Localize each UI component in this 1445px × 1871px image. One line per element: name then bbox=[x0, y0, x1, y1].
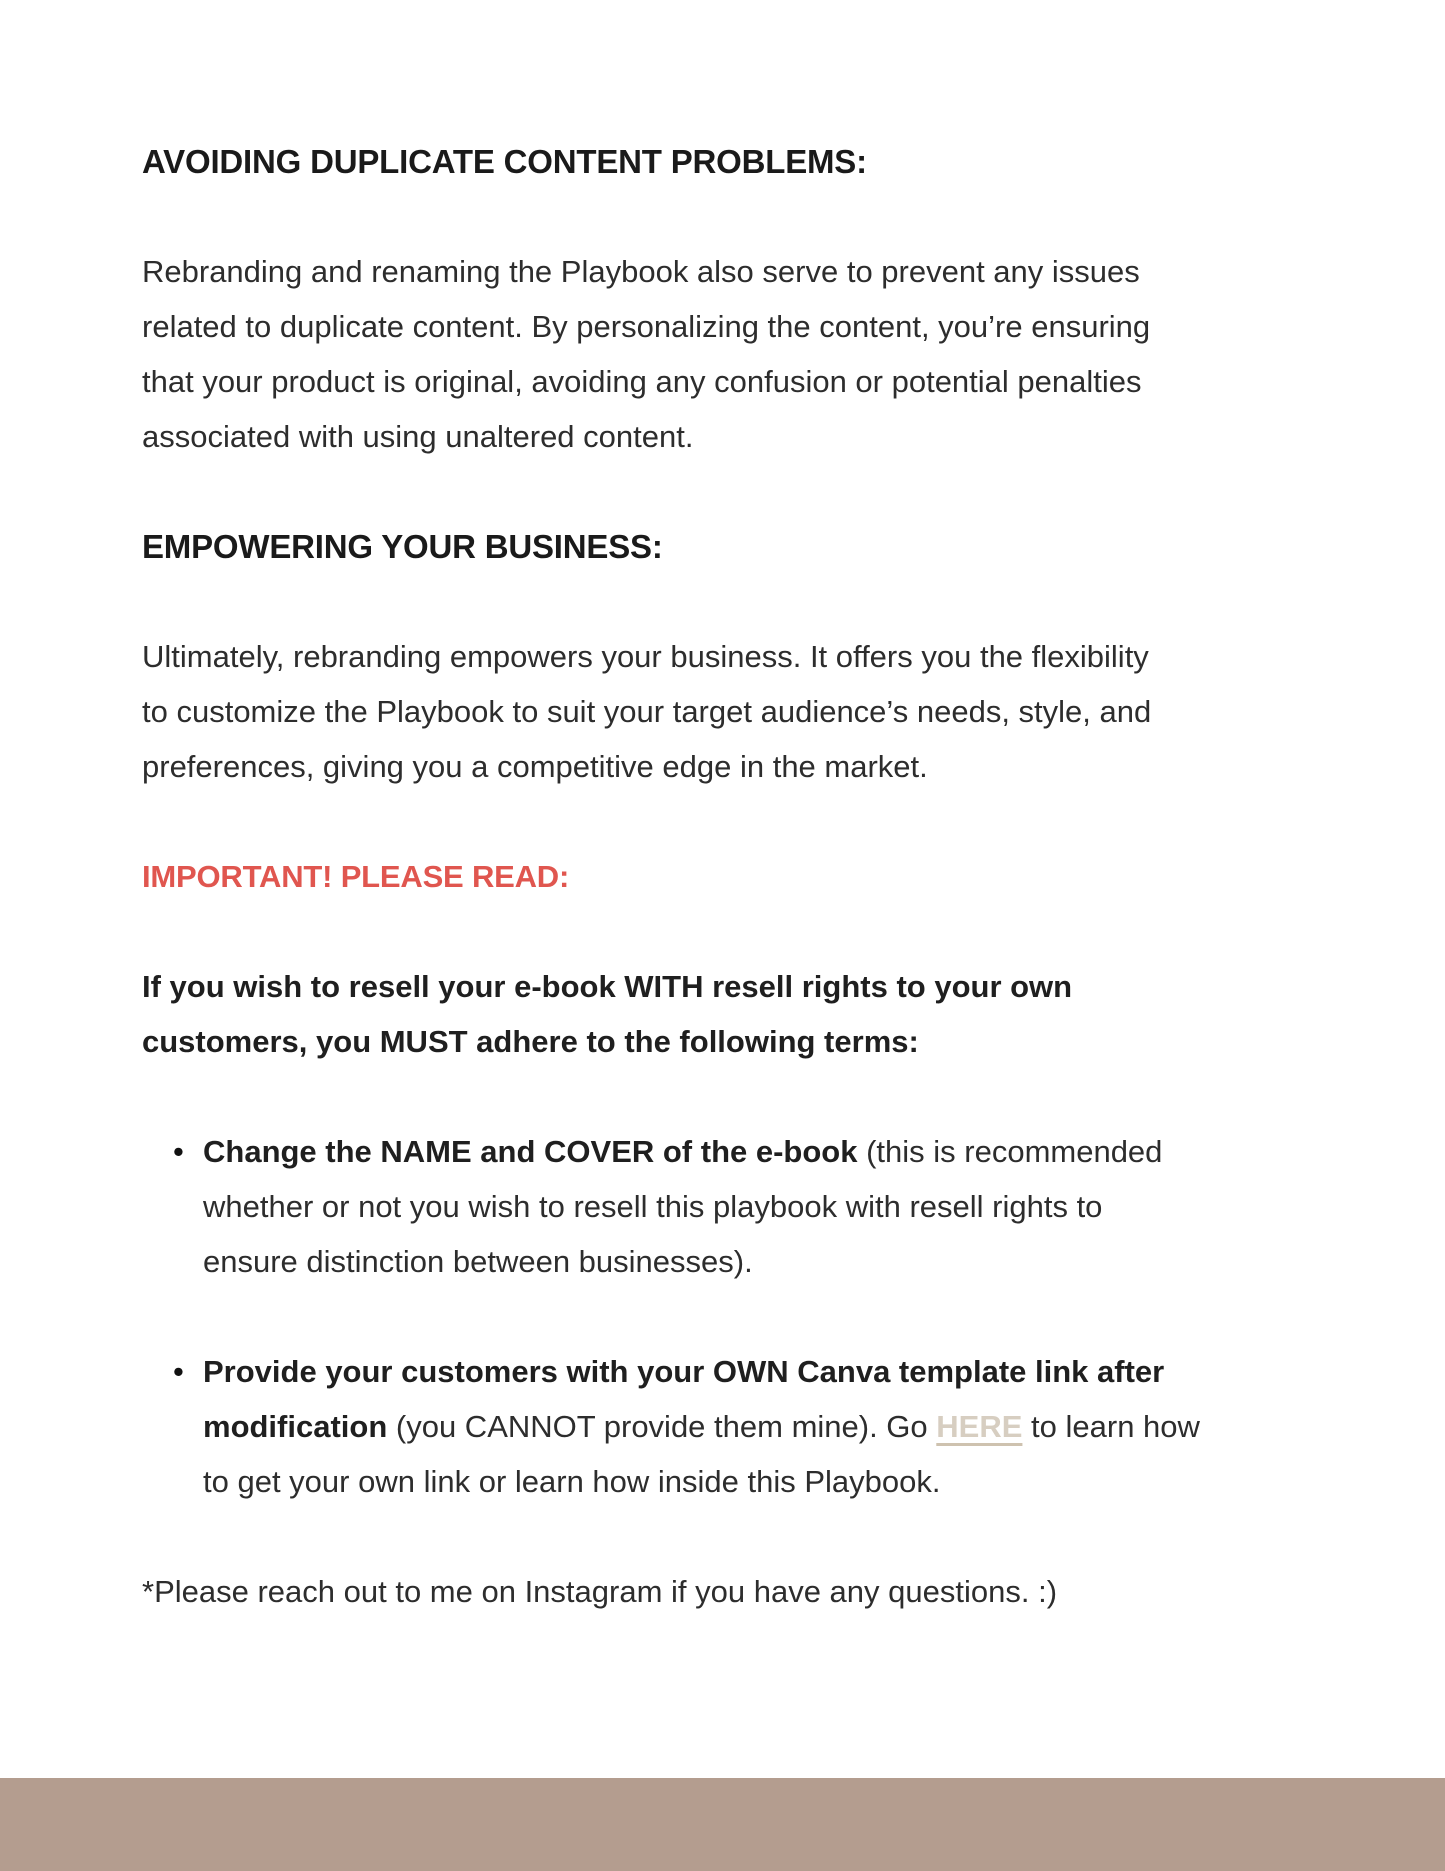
footer-bar bbox=[0, 1778, 1445, 1871]
section-heading-duplicate-content: AVOIDING DUPLICATE CONTENT PROBLEMS: bbox=[142, 143, 867, 180]
bullet-bold-text: modification bbox=[203, 1409, 388, 1444]
bullet-regular-text: (this is recommended bbox=[857, 1134, 1163, 1169]
paragraph-line: related to duplicate content. By personalizing the content, you’re ensuring bbox=[142, 309, 1151, 344]
paragraph-duplicate-content bbox=[142, 244, 1385, 464]
paragraph-line: to get your own link or learn how inside this Playbook. bbox=[203, 1464, 941, 1499]
paragraph-line bbox=[203, 1344, 1385, 1399]
bullet-regular-text: (you CANNOT provide them mine). Go bbox=[387, 1409, 937, 1444]
bullet-bold-text: Provide your customers with your OWN Canva template link after bbox=[203, 1354, 1165, 1389]
instagram-note: *Please reach out to me on Instagram if you have any questions. :) bbox=[142, 1574, 1058, 1609]
paragraph-line: Ultimately, rebranding empowers your business. It offers you the flexibility bbox=[142, 639, 1149, 674]
paragraph-line: Rebranding and renaming the Playbook also serve to prevent any issues bbox=[142, 254, 1140, 289]
paragraph-line: If you wish to resell your e-book WITH resell rights to your own bbox=[142, 969, 1073, 1004]
bullet-icon: • bbox=[173, 1354, 184, 1389]
list-item-change-name-cover bbox=[142, 1124, 1385, 1289]
paragraph-line bbox=[203, 1124, 1385, 1179]
section-heading-empowering-business: EMPOWERING YOUR BUSINESS: bbox=[142, 528, 663, 565]
bullet-icon: • bbox=[173, 1134, 184, 1169]
paragraph-line: to customize the Playbook to suit your target audience’s needs, style, and bbox=[142, 694, 1152, 729]
here-link[interactable]: HERE bbox=[936, 1409, 1023, 1444]
paragraph-line: ensure distinction between businesses). bbox=[203, 1244, 753, 1279]
terms-list bbox=[142, 1124, 1385, 1509]
paragraph-line: customers, you MUST adhere to the following terms: bbox=[142, 1024, 919, 1059]
paragraph-resell-terms-intro bbox=[142, 959, 1385, 1069]
bullet-bold-text: Change the NAME and COVER of the e-book bbox=[203, 1134, 858, 1169]
section-heading-important-please-read: IMPORTANT! PLEASE READ: bbox=[142, 859, 570, 894]
bullet-regular-text: to learn how bbox=[1022, 1409, 1200, 1444]
paragraph-empowering-business bbox=[142, 629, 1385, 794]
paragraph-line: associated with using unaltered content. bbox=[142, 419, 694, 454]
paragraph-line bbox=[203, 1399, 1385, 1454]
paragraph-line: preferences, giving you a competitive edge in the market. bbox=[142, 749, 928, 784]
paragraph-line: that your product is original, avoiding any confusion or potential penalties bbox=[142, 364, 1142, 399]
paragraph-line: whether or not you wish to resell this playbook with resell rights to bbox=[203, 1189, 1103, 1224]
list-item-own-canva-link bbox=[142, 1344, 1385, 1509]
page-content bbox=[142, 134, 1385, 1619]
